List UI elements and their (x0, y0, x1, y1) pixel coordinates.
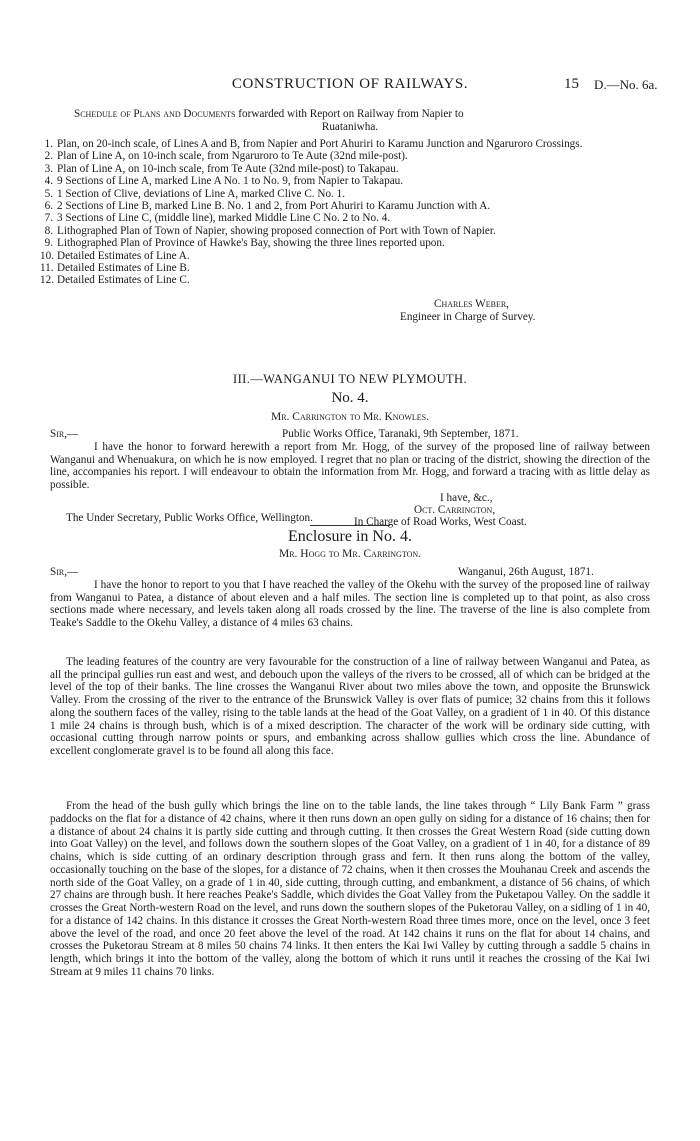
list-item: 11. Detailed Estimates of Line B. (40, 262, 190, 275)
place-date: Public Works Office, Taranaki, 9th September, 1871. (282, 428, 519, 440)
schedule-heading-rest: forwarded with Report on Railway from Napier to (235, 108, 464, 120)
enclosure-paragraph: The leading features of the country are very favourable for the construction of a line of railway between Wanganui and Patea, as all the principal gullies run east and west, and debouch upon the valleys of the rivers to be crossed, all of which can be bridged at the level of the top of their banks. The line crosses the Wanganui River about two miles above the town, and opposite the Brunswick Valley. From the crossing of the river to the entrance of the Brunswick Valley is over flats of pumice; 32 chains from this it follows along the southern faces of the valley, rising to the table lands at the head of the Goat Valley, on a gradient of 1 in 40. Of this distance 1 mile 24 chains is through bush, which is of a mixed description. The character of the work will be ordinary side cutting, with occasional cutting through narrow points or spurs, and embanking across shallow gullies which cross the line. Abundance of excellent conglomerate gravel is to be found all along this face. (50, 656, 650, 757)
list-item: 7. 3 Sections of Line C, (middle line), marked Middle Line C No. 2 to No. 4. (44, 212, 391, 225)
list-item: 9. Lithographed Plan of Province of Hawke's Bay, showing the three lines reported upon. (44, 237, 445, 250)
salutation: Sir,— (50, 428, 79, 440)
list-item: 1. Plan, on 20-inch scale, of Lines A and B, from Napier and Port Ahuriri to Karamu Junction and Ngaruroro Crossings. (44, 138, 583, 150)
enclosure-from-to: Mr. Hogg to Mr. Carrington. (278, 548, 422, 560)
list-item: 3. Plan of Line A, on 10-inch scale, from Te Aute (32nd mile-post) to Takapau. (44, 162, 399, 175)
enclosure-salutation: Sir,— (50, 566, 79, 578)
addressee: The Under Secretary, Public Works Office, Wellington. (66, 512, 313, 524)
signature-title: In Charge of Road Works, West Coast. (354, 516, 527, 528)
page-number: 15 (564, 76, 579, 92)
closing: I have, &c., (440, 492, 493, 504)
enclosure-place-date: Wanganui, 26th August, 1871. (458, 566, 594, 578)
list-item: 6. 2 Sections of Line B, marked Line B. No. 1 and 2, from Port Ahuriri to Karamu Junction with A. (44, 200, 491, 213)
letter-from-to: Mr. Carrington to Mr. Knowles. (270, 411, 430, 423)
schedule-heading-smallcaps: Schedule of Plans and Documents (74, 108, 236, 120)
enclosure-paragraph: From the head of the bush gully which brings the line on to the table lands, the line takes through “ Lily Bank Farm ” grass paddocks on the flat for a distance of 42 chains, where it then runs down an open gully on siding for a distance of 16 chains; then for a distance of about 24 chains it is partly side cutting and through cutting. It then crosses the Great Western Road (side cutting down into Goat Valley) on the level, and follows down the southern slopes of the Goat Valley, on a gradient of 1 in 40, for a distance of 89 chains, which is side cutting of an ordinary description through grass and fern. It then runs along the bottom of the valley, occasionally touching on the base of the slopes, for a distance of 72 chains, when it then crosses the Mouhanau Creek and ascends the north side of the Goat Valley, on a grade of 1 in 40, side cutting, through cutting, and embankment, a distance of 56 chains, of which 27 chains are through bush. It here reaches Peake's Saddle, which divides the Goat Valley from the Puketapou Valley. On the saddle it crosses the Great North-western Road on the level, and runs down the southern slopes of the Puketorau Valley, on a sidling of 1 in 40, for a distance of 142 chains. In this distance it crosses the Great North-western Road three times more, once on the level, once 3 feet above the level of the road, and once 20 feet above the level of the road. At 142 chains it runs on the flat for about 14 chains, and crosses the Puketorau Stream at 8 miles 50 chains 74 links. It then enters the Kai Iwi Valley by cutting through a saddle 5 chains in length, which brings it into the bottom of the valley, along the bottom of which it runs until it reaches the crossing of the Kai Iwi Stream at 9 miles 11 chains 70 links. (50, 800, 650, 978)
signature-title: Engineer in Charge of Survey. (400, 310, 536, 323)
signature-name: Oct. Carrington, (414, 504, 496, 516)
list-item: 5. 1 Section of Clive, deviations of Line A, marked Clive C. No. 1. (44, 187, 346, 200)
running-title: CONSTRUCTION OF RAILWAYS. (231, 76, 469, 92)
enclosure-paragraph: I have the honor to report to you that I have reached the valley of the Okehu with the survey of the proposed line of railway from Wanganui to Patea, a distance of about eleven and a half miles. The section line is completed up to that point, as also cross sections made where necessary, and levels taken along all roads crossed by the line. The traverse of the line is also complete from Teake's Saddle to the Okehu Valley, a distance of 4 miles 63 chains. (50, 579, 650, 630)
section-divider (310, 525, 390, 526)
document-reference: D.—No. 6a. (594, 77, 658, 92)
list-item: 10. Detailed Estimates of Line A. (40, 249, 190, 262)
list-item: 4. 9 Sections of Line A, marked Line A No. 1 to No. 9, from Napier to Takapau. (44, 175, 404, 188)
signature-name: Charles Weber, (434, 298, 509, 310)
section-heading: III.—WANGANUI TO NEW PLYMOUTH. (233, 372, 467, 386)
schedule-list (40, 138, 650, 287)
schedule-heading-continuation: Ruataniwha. (321, 120, 379, 133)
schedule-heading (50, 108, 650, 133)
schedule-signature (400, 298, 660, 323)
enclosure-heading: Enclosure in No. 4. (288, 528, 412, 545)
letter-number: No. 4. (331, 390, 369, 406)
page-header (0, 76, 700, 94)
letter-body: I have the honor to forward herewith a report from Mr. Hogg, of the survey of the proposed line of railway between Wanganui and Whenuakura, on which he is now employed. I regret that no plan or tracing of the district, showing the direction of the line, accompanies his report. I will endeavour to obtain the information from Mr. Hogg, and forward a tracing with as little delay as possible. (50, 441, 650, 491)
list-item: 8. Lithographed Plan of Town of Napier, showing proposed connection of Port with Town of Napier. (44, 224, 496, 237)
list-item: 12. Detailed Estimates of Line C. (40, 274, 190, 287)
list-item: 2. Plan of Line A, on 10-inch scale, from Ngaruroro to Te Aute (32nd mile-post). (44, 150, 408, 163)
